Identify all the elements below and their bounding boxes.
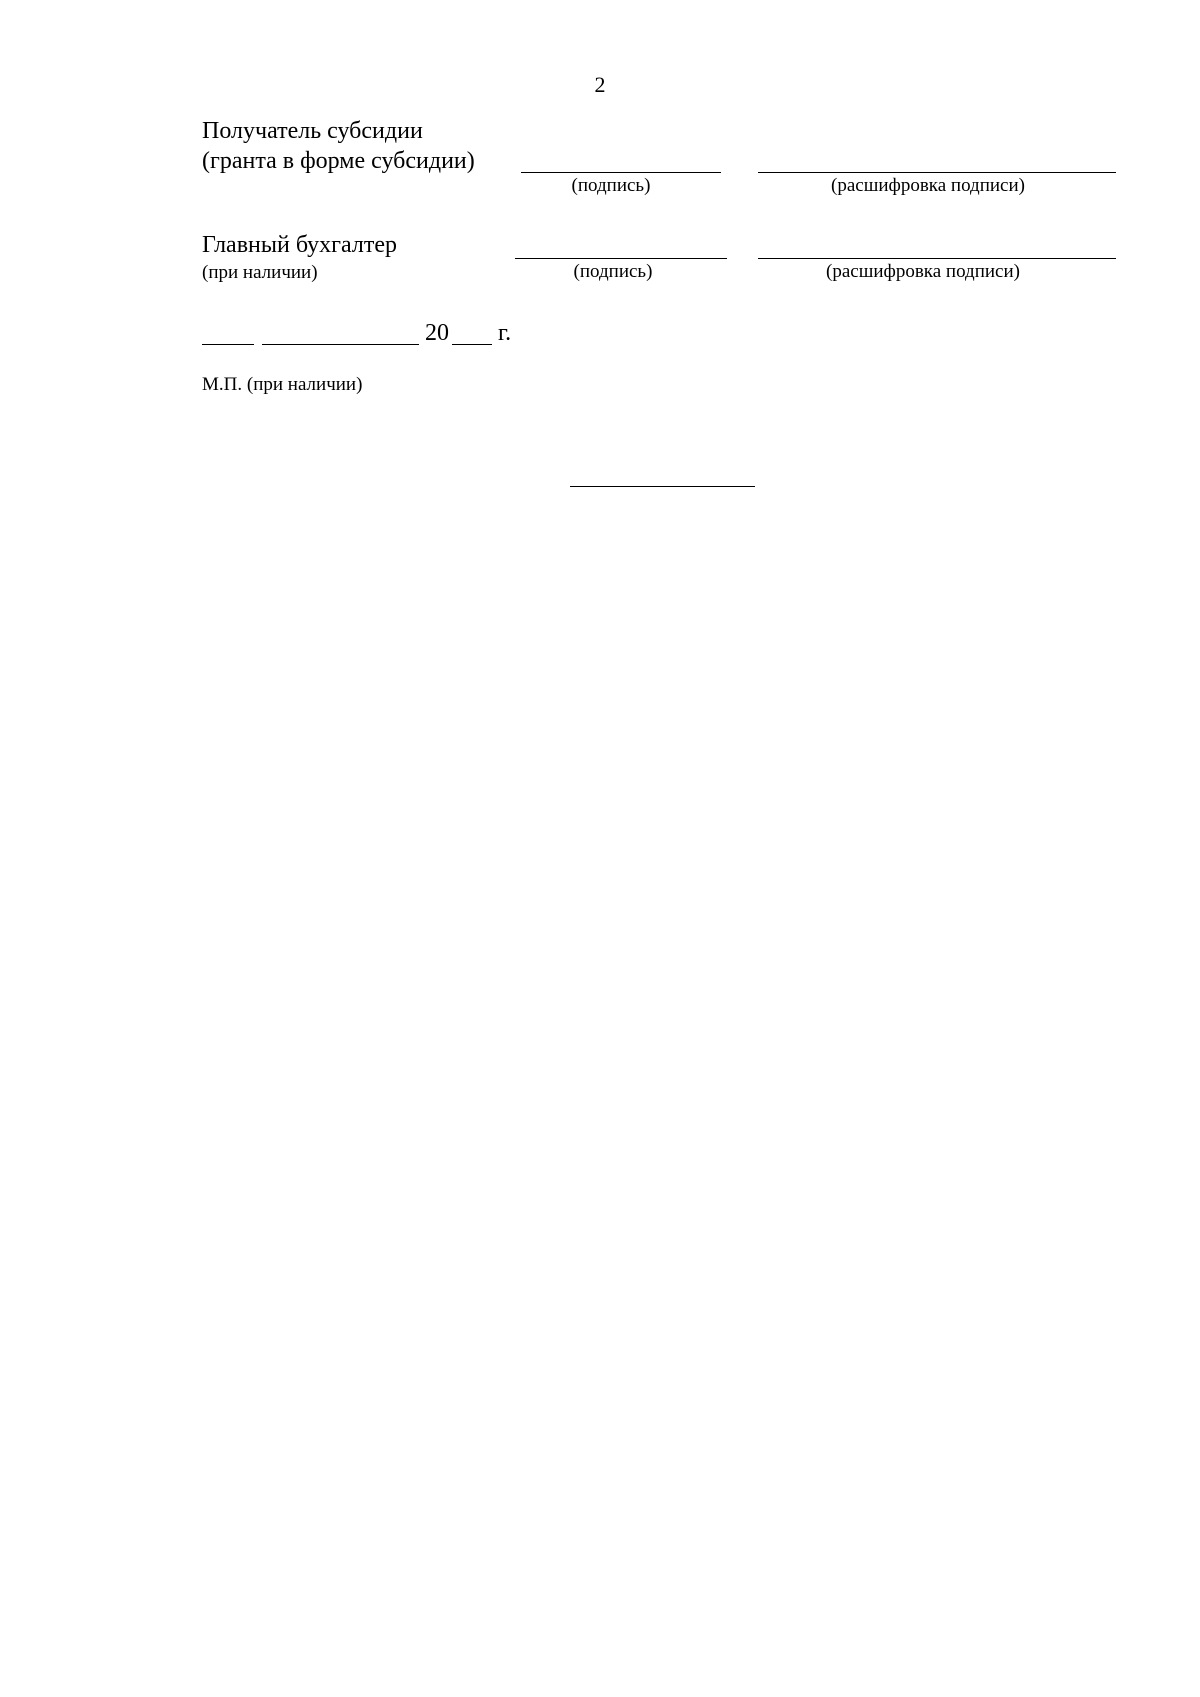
stamp-label: М.П. (при наличии) [202,374,363,395]
page-number: 2 [594,72,606,97]
date-day-line [202,344,254,345]
date-year-prefix: 20 [425,320,449,346]
accountant-decoding-hint: (расшифровка подписи) [826,261,1020,282]
recipient-signature-hint: (подпись) [571,175,651,196]
recipient-decoding-line [758,172,1116,173]
accountant-decoding-line [758,258,1116,259]
recipient-signature-line [521,172,721,173]
accountant-note: (при наличии) [202,262,318,283]
date-month-line [262,344,419,345]
date-year-suffix: г. [498,320,512,346]
recipient-label-line2: (гранта в форме субсидии) [202,148,475,174]
date-year-line [452,344,492,345]
end-separator-line [570,486,755,487]
recipient-label-line1: Получатель субсидии [202,118,423,144]
accountant-signature-line [515,258,727,259]
accountant-signature-hint: (подпись) [573,261,653,282]
recipient-decoding-hint: (расшифровка подписи) [831,175,1025,196]
accountant-title: Главный бухгалтер [202,232,397,258]
